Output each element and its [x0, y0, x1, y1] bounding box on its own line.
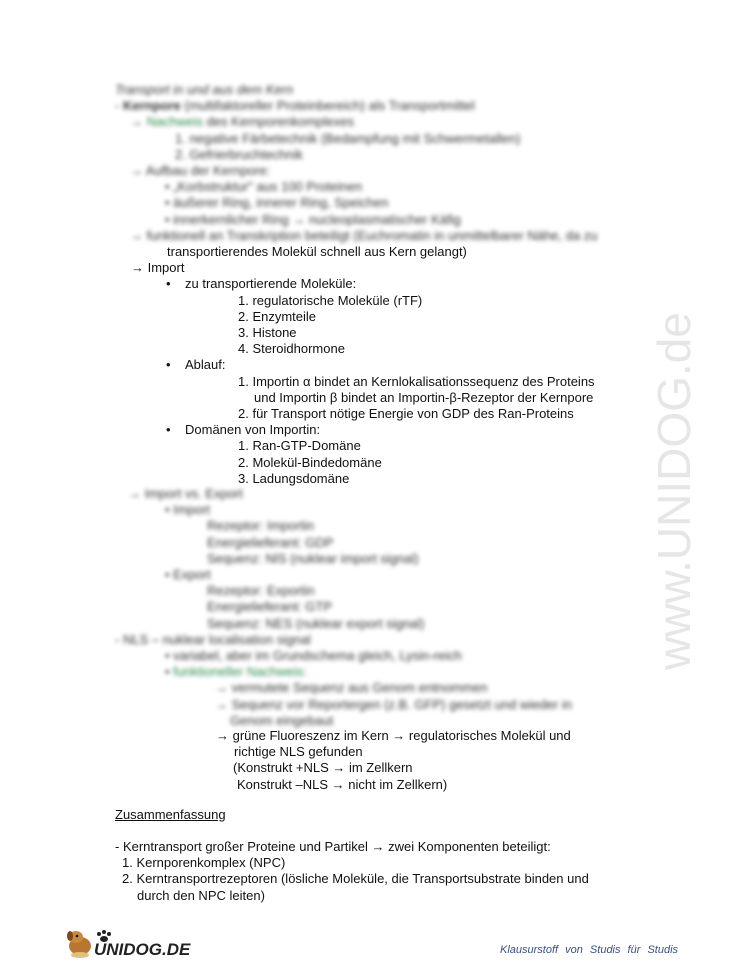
blurred-line: → Nachweis des Kernporenkomplexes: [130, 114, 355, 130]
blurred-line: Sequenz: NlS (nuklear import signal): [207, 550, 419, 566]
unidog-logo: [64, 926, 204, 960]
blurred-line: Energielieferant: GDP: [207, 534, 334, 550]
text-line: Konstrukt –NLS → nicht im Zellkern): [237, 776, 448, 792]
blurred-line: → Aufbau der Kernpore:: [130, 163, 271, 178]
text-line: 1. regulatorische Moleküle (rTF): [238, 292, 423, 308]
blurred-line: Sequenz: NES (nuklear export signal): [207, 615, 425, 631]
bullet-text: Ablauf:: [185, 357, 226, 373]
text-line: 1. Ran-GTP-Domäne: [238, 438, 361, 454]
blurred-line: 1. negative Färbetechnik (Bedampfung mit Schwermetallen): [175, 130, 521, 146]
blurred-line: • äußerer Ring, innerer Ring, Speichen: [165, 195, 389, 211]
blurred-line: Rezeptor: Importin: [207, 518, 314, 534]
text-line: richtige NLS gefunden: [234, 744, 363, 760]
text-line: 2. Enzymteile: [238, 308, 317, 324]
blurred-line: • innerkernlicher Ring → nucleoplasmatischer Käfig: [165, 211, 461, 227]
blurred-line: Energielieferant: GTP: [207, 599, 333, 615]
text-line: (Konstrukt +NLS → im Zellkern: [233, 760, 413, 776]
blurred-line: • Export: [165, 567, 211, 582]
text-line: •: [166, 276, 171, 292]
logo-text: UNIDOG.DE: [94, 940, 191, 959]
blurred-line: • „Korbstruktur" aus 100 Proteinen: [165, 179, 363, 195]
footer-slogan: Klausurstoff von Studis für Studis: [500, 944, 679, 956]
dog-mascot-icon: [67, 931, 91, 958]
summary-line: 2. Kerntransportrezeptoren (lösliche Moleküle, die Transportsubstrate binden und: [122, 871, 589, 887]
blurred-line: - Kernpore (multifaktoreller Proteinbereich) als Transportmittel: [115, 98, 475, 114]
blurred-line: Transport in und aus dem Kern: [115, 82, 294, 97]
watermark-text: www.UNIDOG.de: [648, 312, 700, 670]
bullet-text: Domänen von Importin:: [185, 422, 321, 438]
text-line: → grüne Fluoreszenz im Kern → regulatorisches Molekül und: [216, 728, 571, 743]
text-line: 1. Importin α bindet an Kernlokalisationssequenz des Proteins: [238, 373, 595, 389]
blurred-line: → Import vs. Export: [128, 486, 243, 501]
text-line: → Import: [131, 260, 185, 276]
text-line: und Importin β bindet an Importin-β-Rezeptor der Kernpore: [254, 389, 594, 405]
summary-line: - Kerntransport großer Proteine und Partikel → zwei Komponenten beteiligt:: [115, 839, 551, 854]
text-line: 2. Molekül-Bindedomäne: [238, 454, 382, 470]
text-line: •: [166, 422, 171, 438]
blurred-line: Rezeptor: Exportin: [207, 583, 315, 599]
summary-heading: Zusammenfassung: [115, 807, 226, 822]
blurred-line: → Sequenz vor Reportergen (z.B. GFP) gesetzt und wieder in: [215, 696, 572, 712]
blurred-line: → vermutete Sequenz aus Genom entnommen: [215, 680, 488, 696]
text-line: transportierendes Molekül schnell aus Kern gelangt): [167, 244, 467, 259]
summary-line: durch den NPC leiten): [137, 887, 265, 903]
blurred-line: • funktioneller Nachweis:: [165, 664, 307, 680]
blurred-line: → funktionell an Transkription beteiligt (Euchromatin in unmittelbarer Nähe, da zu: [130, 227, 598, 243]
bullet-text: zu transportierende Moleküle:: [185, 276, 357, 292]
watermark: [600, 250, 720, 680]
text-line: 3. Ladungsdomäne: [238, 470, 350, 486]
blurred-line: - NLS – nuklear localisation signal: [115, 631, 311, 647]
text-line: 4. Steroidhormone: [238, 341, 345, 357]
text-line: 2. für Transport nötige Energie von GDP des Ran-Proteins: [238, 406, 574, 421]
blurred-line: 2. Gefrierbruchtechnik: [175, 146, 303, 162]
blurred-line: Genom eingebaut: [230, 712, 334, 728]
text-line: •: [166, 357, 171, 373]
text-line: 3. Histone: [238, 325, 297, 340]
blurred-line: • variabel, aber im Grundschema gleich, Lysin-reich: [165, 648, 462, 663]
blurred-line: • Import: [165, 502, 211, 518]
summary-line: 1. Kernporenkomplex (NPC): [122, 855, 286, 871]
